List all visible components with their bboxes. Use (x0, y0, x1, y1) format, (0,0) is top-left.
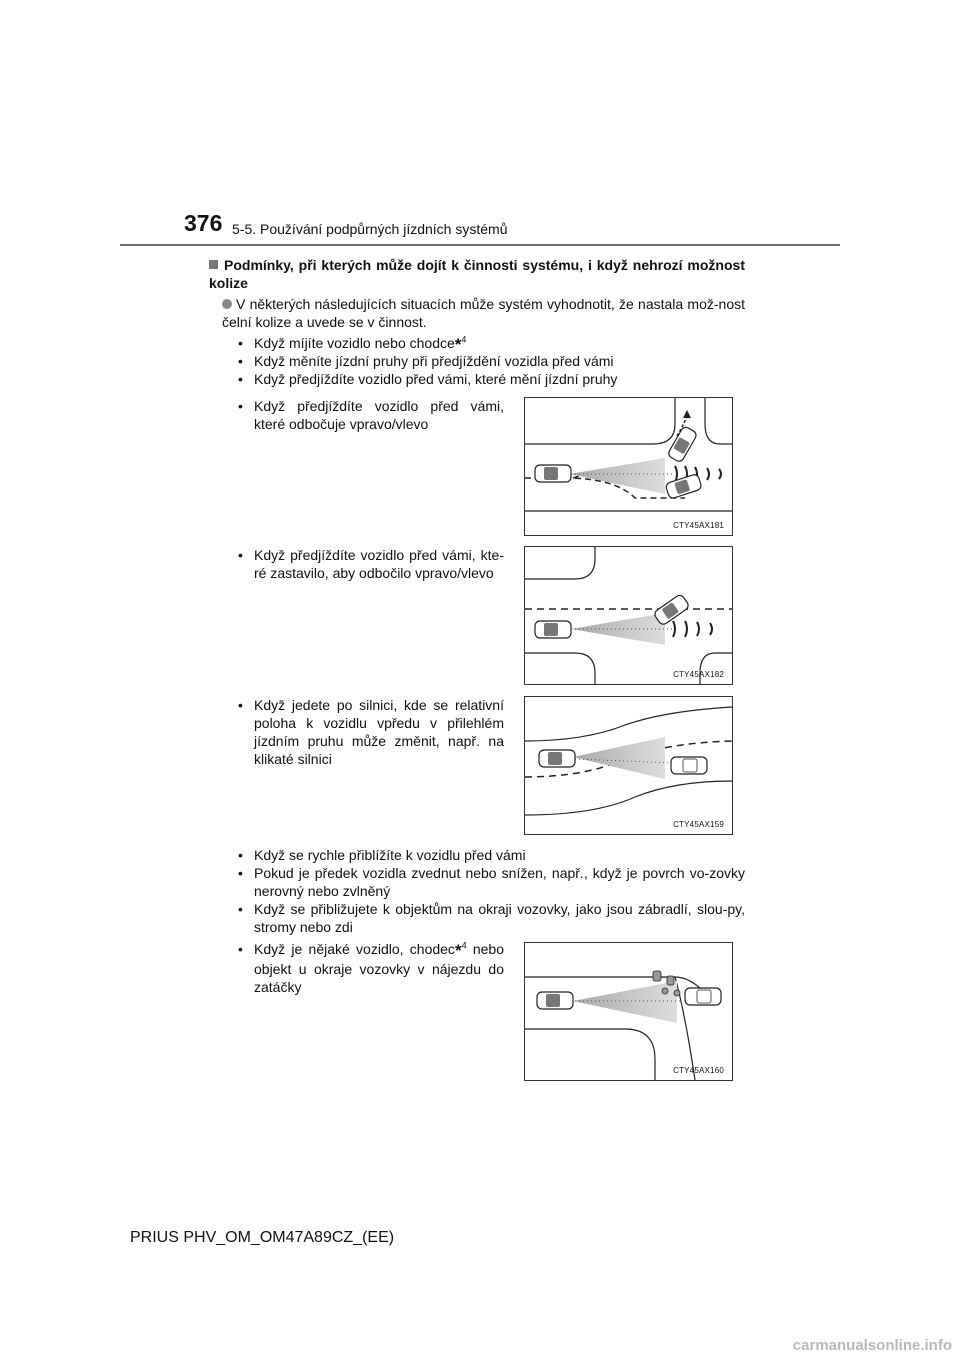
section-heading (209, 256, 745, 292)
list-item-text-continued: nebo objekt u okraje vozovky v nájezdu do zatáčky (254, 941, 504, 995)
figure-code: CTY45AX159 (673, 820, 724, 829)
figure-code: CTY45AX181 (673, 521, 724, 530)
list-item: • Když míjíte vozidlo nebo chodce*$^4$ (238, 334, 467, 354)
footnote-ref: 4 (461, 940, 467, 951)
list-item-text: Když je nějaké vozidlo, chodec (254, 941, 455, 957)
list-item-text: Když měníte jízdní pruhy při předjíždění vozidla před vámi (254, 353, 614, 369)
footer-document-id: PRIUS PHV_OM_OM47A89CZ_(EE) (130, 1229, 395, 1246)
car-icon (535, 465, 571, 482)
list-item: • Když předjíždíte vozidlo před vámi, kte-ré zastavilo, aby odbočilo vpravo/vlevo (238, 547, 504, 581)
figure-code: CTY45AX182 (673, 670, 724, 679)
list-item: • Když předjíždíte vozidlo před vámi, které odbočuje vpravo/vlevo (238, 398, 504, 432)
list-item: • Když se přibližujete k objektům na okraji vozovky, jako jsou zábradlí, slou-py, stromy nebo zdi (238, 901, 745, 935)
footnote-star: * (454, 335, 462, 354)
header-rule (120, 244, 840, 246)
square-bullet-icon (209, 260, 218, 269)
list-item: • Když předjíždíte vozidlo před vámi, které mění jízdní pruhy (238, 370, 745, 388)
watermark: carmanualsonline.info (792, 1337, 952, 1354)
list-item: • Když jedete po silnici, kde se relativní poloha k vozidlu vpředu v přilehlém jízdním pruhu může změnit, např. na klikaté silnici (238, 697, 504, 767)
figure-curve-entry (524, 942, 733, 1081)
list-item-text: Když se rychle přiblížíte k vozidlu před vámi (254, 847, 526, 863)
figure-code: CTY45AX160 (673, 1066, 724, 1075)
intro-paragraph (222, 295, 745, 331)
list-item: • Když je nějaké vozidlo, chodec*$^4$ nebo objekt u okraje vozovky v nájezdu do zatáčky (238, 940, 504, 995)
footnote-star: * (454, 941, 462, 960)
list-item-text: Když předjíždíte vozidlo před vámi, kte-ré zastavilo, aby odbočilo vpravo/vlevo (254, 547, 504, 581)
list-item-text: Pokud je předek vozidla zvednut nebo snížen, např., když je povrch vo-zovky nerovný nebo zvlněný (254, 865, 745, 899)
list-item-text: Když jedete po silnici, kde se relativní poloha k vozidlu vpředu v přilehlém jízdním pruhu může změnit, např. na klikaté silnici (254, 697, 504, 767)
heading-text: Podmínky, při kterých může dojít k činnosti systému, i když nehrozí možnost kolize (209, 257, 745, 291)
section-title: 5-5. Používání podpůrných jízdních systémů (232, 221, 508, 237)
figure-stopped-vehicle (524, 546, 733, 685)
circle-bullet-icon (222, 299, 232, 309)
page-number: 376 (184, 210, 223, 236)
footnote-ref: 4 (461, 334, 467, 345)
list-item: • Pokud je předek vozidla zvednut nebo snížen, např., když je povrch vo-zovky nerovný nebo zvlněný (238, 865, 745, 899)
list-item-text: Když míjíte vozidlo nebo chodce (254, 335, 455, 351)
list-item-text: Když předjíždíte vozidlo před vámi, které odbočuje vpravo/vlevo (254, 398, 504, 432)
intro-text: V některých následujících situacích může systém vyhodnotit, že nastala mož-nost čelní kolize a uvede se v činnost. (222, 296, 745, 330)
list-item: • Když měníte jízdní pruhy při předjíždění vozidla před vámi (238, 352, 745, 370)
figure-winding-road (524, 696, 733, 835)
list-item-text: Když předjíždíte vozidlo před vámi, které mění jízdní pruhy (254, 371, 618, 387)
figure-turning-vehicle (524, 397, 733, 536)
list-item-text: Když se přibližujete k objektům na okraji vozovky, jako jsou zábradlí, slou-py, stromy nebo zdi (254, 901, 745, 935)
list-item: • Když se rychle přiblížíte k vozidlu před vámi (238, 846, 745, 864)
